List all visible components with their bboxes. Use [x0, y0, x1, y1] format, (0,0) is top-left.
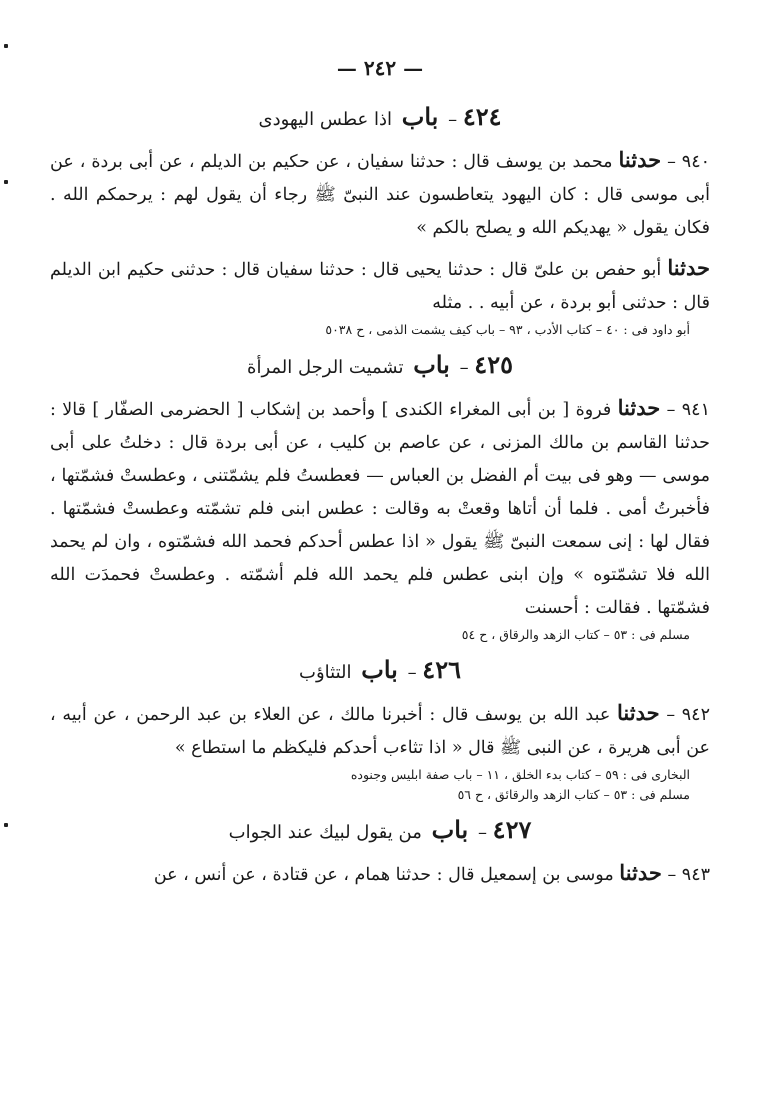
chapter-dash: –	[448, 109, 458, 130]
hadith-opener: حدثنا	[619, 860, 662, 885]
chapter-number: ٤٢٥	[474, 350, 513, 379]
page-number: — ٢٤٢ —	[336, 56, 424, 80]
chapter-bab: باب	[431, 815, 469, 844]
chapter-bab: باب	[413, 350, 450, 379]
hadith-941	[50, 391, 710, 645]
hadith-references	[50, 320, 690, 340]
hadith-number: ٩٤٣ –	[667, 865, 710, 885]
chapter-title: التثاؤب	[299, 662, 352, 683]
chapter-number: ٤٢٦	[422, 655, 461, 684]
chapter-number: ٤٢٧	[492, 815, 532, 844]
chapter-dash: –	[477, 822, 487, 843]
chapter-heading-425	[50, 350, 710, 379]
hadith-opener: حدثنا	[617, 395, 661, 420]
margin-mark	[4, 823, 8, 827]
chapter-heading-424	[50, 102, 710, 131]
hadith-number: ٩٤٠ –	[667, 152, 710, 172]
hadith-references	[50, 765, 690, 805]
hadith-text: موسى بن إسمعيل قال : حدثنا همام ، عن قتادة ، عن أنس ، عن	[153, 865, 614, 885]
reference-line: مسلم فى : ٥٣ – كتاب الزهد والرقائق ، ح ٥٦	[457, 787, 690, 802]
reference-line: أبو داود فى : ٤٠ – كتاب الأدب ، ٩٣ – باب كيف يشمت الذمى ، ح ٥٠٣٨	[325, 322, 690, 337]
margin-mark	[4, 44, 8, 48]
chapter-dash: –	[407, 662, 417, 683]
chapter-title: تشميت الرجل المرأة	[247, 357, 404, 378]
chapter-title: من يقول لبيك عند الجواب	[228, 822, 422, 843]
chapter-heading-426	[50, 655, 710, 684]
hadith-text: فروة [ بن أبى المغراء الكندى ] وأحمد بن إشكاب [ الحضرمى الصفّار ] قالا : حدثنا القاسم بن مالك المزنى ، عن عاصم بن كليب ، عن أبى بردة قال : دخلتُ على أبى موسى — وهو فى بيت أم الفضل بن العباس — فعطستُ فلم يشمّتنى ، وعطستْ فشمّتها ، فأخبرتُ أمى . فلما أن أتاها وقعتْ به وقالت : عطس ابنى فلم تشمّته وعطستْ فشمّتها . فقال لها : إنى سمعت النبىّ ﷺ يقول « اذا عطس أحدكم فحمد الله فشمّتوه ، وان لم يحمد الله فلا تشمّتوه » وإن ابنى عطس فلم يحمد الله فلم أشمّته . وعطستْ فحمدَت الله فشمّتها . فقالت : أحسنت	[50, 400, 710, 618]
hadith-opener: حدثنا	[617, 700, 660, 725]
hadith-opener: حدثنا	[667, 255, 710, 280]
chapter-bab: باب	[361, 655, 398, 684]
reference-line: البخارى فى : ٥٩ – كتاب بدء الخلق ، ١١ – باب صفة ابليس وجنوده	[350, 767, 690, 782]
hadith-942	[50, 696, 710, 805]
chapter-number: ٤٢٤	[462, 102, 502, 131]
chapter-title: اذا عطس اليهودى	[258, 109, 393, 130]
hadith-number: ٩٤٢ –	[666, 705, 710, 725]
margin-mark	[4, 180, 8, 184]
hadith-references	[50, 625, 690, 645]
hadith-943	[50, 856, 710, 892]
reference-line: مسلم فى : ٥٣ – كتاب الزهد والرقاق ، ح ٥٤	[461, 627, 690, 642]
hadith-940-second-chain	[50, 251, 710, 340]
chapter-bab: باب	[401, 102, 439, 131]
chapter-heading-427	[50, 815, 710, 844]
hadith-text: عبد الله بن يوسف قال : أخبرنا مالك ، عن العلاء بن عبد الرحمن ، عن أبيه ، عن أبى هريرة ، عن النبى ﷺ قال « اذا تثاءب أحدكم فليكظم ما استطاع »	[50, 705, 710, 758]
hadith-text: أبو حفص بن علىّ قال : حدثنا يحيى قال : حدثنا سفيان قال : حدثنى حكيم ابن الديلم قال : حدثنى أبو بردة ، عن أبيه . . مثله	[50, 260, 710, 313]
hadith-number: ٩٤١ –	[666, 400, 710, 420]
hadith-opener: حدثنا	[618, 147, 662, 172]
book-page	[50, 56, 710, 898]
chapter-dash: –	[459, 357, 469, 378]
hadith-text: محمد بن يوسف قال : حدثنا سفيان ، عن حكيم بن الديلم ، عن أبى بردة ، عن أبى موسى قال : كان اليهود يتعاطسون عند النبىّ ﷺ رجاء أن يقول لهم : يرحمكم الله . فكان يقول « يهديكم الله و يصلح بالكم »	[50, 152, 710, 238]
hadith-940	[50, 143, 710, 245]
